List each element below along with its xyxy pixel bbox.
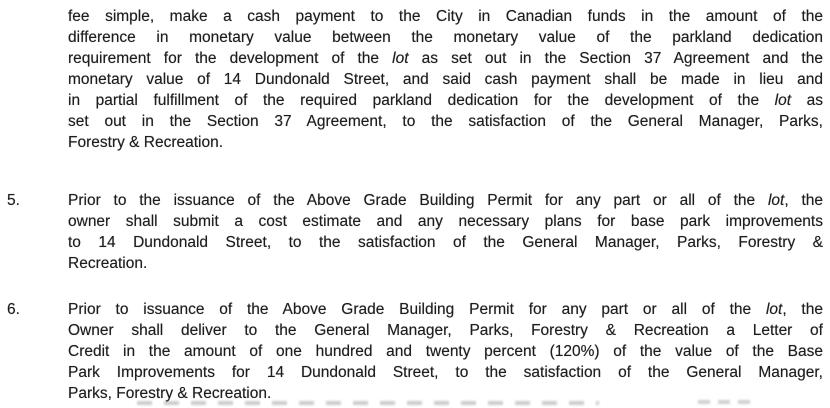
- list-number: [0, 6, 68, 153]
- text-segment: Forestry & Recreation.: [68, 134, 224, 151]
- text-segment: , the: [782, 301, 823, 318]
- list-number: 6.: [7, 301, 20, 318]
- paragraph-body: [68, 190, 823, 274]
- text-segment: Park Improvements for 14 Dundonald Street, to the satisfaction of the General Manager,: [68, 364, 823, 381]
- text-segment: set out in the Section 37 Agreement, to the satisfaction of the General Manager, Parks,: [68, 113, 823, 130]
- text-segment: as set out in the Section 37 Agreement and the: [408, 50, 823, 67]
- text-line: [68, 69, 823, 90]
- paragraph-body: [68, 6, 823, 153]
- text-segment: in partial fulfillment of the required parkland dedication for the development of the: [68, 92, 775, 109]
- text-line: [68, 211, 823, 232]
- text-segment: to 14 Dundonald Street, to the satisfaction of the General Manager, Parks, Forestry &: [68, 234, 823, 251]
- text-line: [68, 132, 823, 153]
- italic-term: lot: [765, 301, 783, 318]
- text-segment: owner shall submit a cost estimate and any necessary plans for base park improvements: [68, 213, 823, 230]
- text-segment: requirement for the development of the: [68, 50, 393, 67]
- text-segment: monetary value of 14 Dundonald Street, and said cash payment shall be made in lieu and: [68, 71, 823, 88]
- italic-term: lot: [767, 192, 785, 209]
- italic-term: lot: [392, 50, 409, 67]
- text-segment: fee simple, make a cash payment to the City in Canadian funds in the amount of the: [68, 8, 823, 25]
- paragraph-clause-6: [0, 299, 823, 404]
- text-line: [68, 320, 823, 341]
- text-line: [68, 48, 823, 69]
- list-number: 5.: [7, 192, 20, 209]
- text-segment: as: [791, 92, 824, 109]
- text-line: [68, 27, 823, 48]
- paragraph-body: [68, 299, 823, 404]
- text-line: [68, 111, 823, 132]
- text-line: [68, 6, 823, 27]
- text-segment: Prior to the issuance of the Above Grade Building Permit for any part or all of the: [68, 192, 768, 209]
- scan-artifact: [137, 401, 599, 405]
- italic-term: lot: [774, 92, 792, 109]
- text-line: [68, 253, 823, 274]
- text-segment: difference in monetary value between the monetary value of the parkland dedication: [68, 29, 823, 46]
- text-line: [68, 90, 823, 111]
- text-line: [68, 341, 823, 362]
- text-line: [68, 362, 823, 383]
- text-segment: , the: [784, 192, 823, 209]
- paragraph-continuation: [0, 6, 823, 153]
- text-segment: Parks, Forestry & Recreation.: [68, 385, 272, 402]
- document-content: [0, 6, 823, 404]
- text-segment: Credit in the amount of one hundred and twenty percent (120%) of the value of the Base: [68, 343, 823, 360]
- text-line: [68, 190, 823, 211]
- paragraph-clause-5: [0, 190, 823, 274]
- text-segment: Recreation.: [68, 255, 148, 272]
- text-line: [68, 232, 823, 253]
- text-segment: Owner shall deliver to the General Manager, Parks, Forestry & Recreation a Letter of: [68, 322, 823, 339]
- scan-artifact: [698, 400, 756, 404]
- text-line: [68, 299, 823, 320]
- text-segment: Prior to issuance of the Above Grade Building Permit for any part or all of the: [68, 301, 766, 318]
